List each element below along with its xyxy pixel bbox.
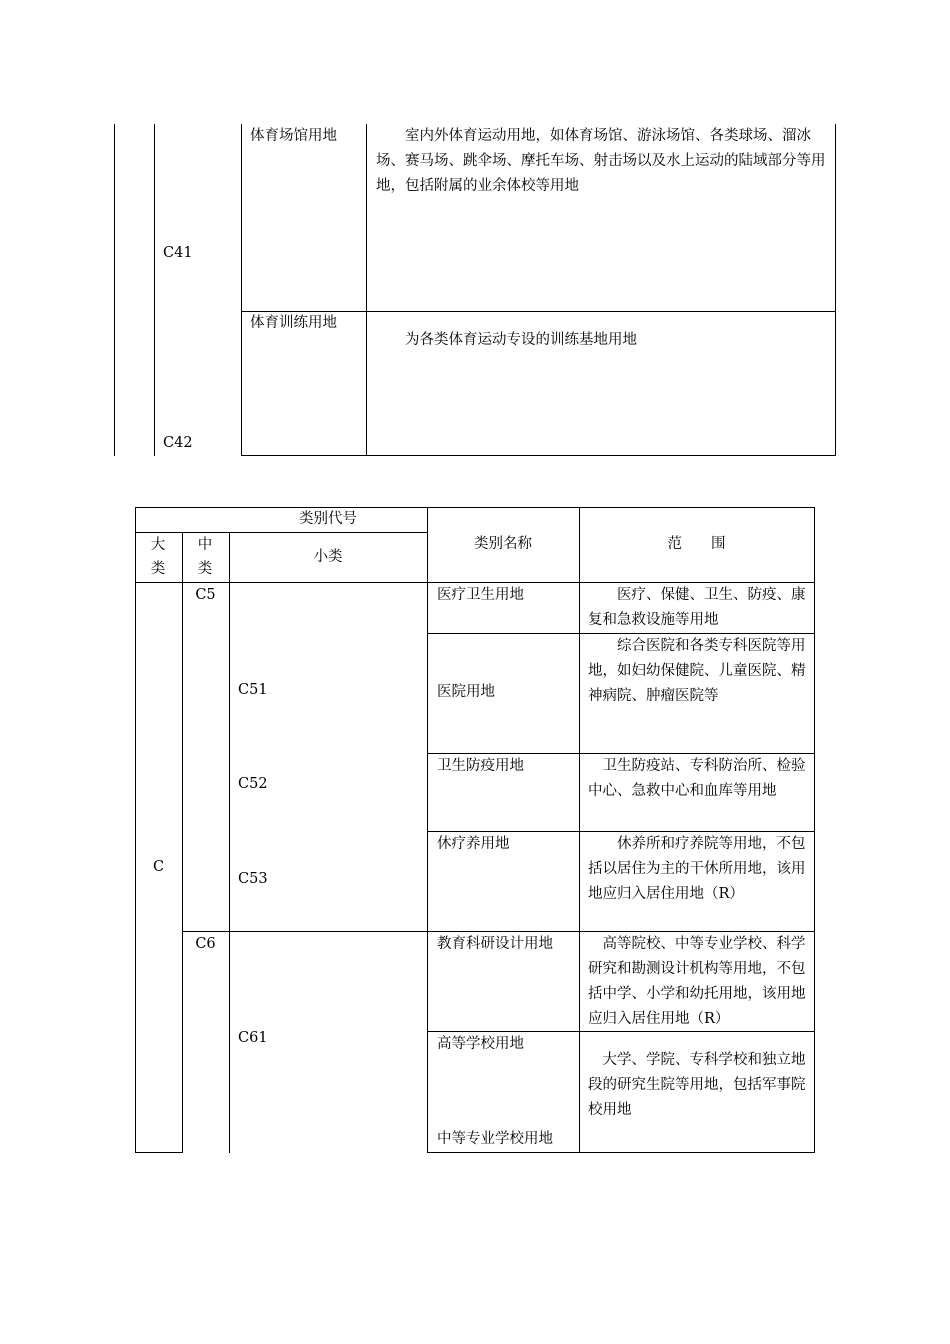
medium-code: C5: [195, 587, 216, 603]
minor-code: C51: [238, 682, 268, 698]
category-name: 体育训练用地: [250, 315, 337, 331]
minor-code: C52: [238, 776, 268, 792]
table-2-divider: [229, 532, 230, 1153]
header-code-group: 类别代号: [299, 511, 357, 527]
code-cell: C41: [163, 245, 193, 261]
category-name: 医院用地: [437, 684, 495, 700]
table-2-divider: [579, 507, 580, 1153]
header-major: 大类: [150, 537, 166, 577]
table-1-right-border: [835, 124, 836, 456]
major-code: C: [152, 859, 165, 875]
table-1-left-border: [114, 124, 115, 456]
table-2-left-border: [135, 507, 136, 1153]
table-1-divider: [154, 124, 155, 456]
minor-code: C53: [238, 871, 268, 887]
category-scope: 卫生防疫站、专科防治所、检验中心、急救中心和血库等用地: [588, 758, 806, 799]
table-1-bottom-border: [241, 455, 836, 456]
header-minor: 小类: [313, 549, 343, 565]
category-scope: 大学、学院、专科学校和独立地段的研究生院等用地，包括军事院校用地: [588, 1052, 806, 1118]
category-name: 体育场馆用地: [250, 128, 337, 144]
table-1-divider: [241, 124, 242, 456]
category-name: 高等学校用地: [437, 1036, 524, 1052]
category-scope: 为各类体育运动专设的训练基地用地: [376, 332, 637, 348]
table-2-header-divider: [135, 532, 427, 533]
category-name: 教育科研设计用地: [437, 936, 553, 952]
category-scope: 医疗、保健、卫生、防疫、康复和急救设施等用地: [588, 587, 806, 628]
code-cell: C42: [163, 435, 193, 451]
minor-code: C61: [238, 1030, 268, 1046]
table-2-bottom-border: [427, 1152, 815, 1153]
table-2-bottom-border: [135, 1152, 182, 1153]
category-name: 休疗养用地: [437, 836, 510, 852]
category-scope: 休养所和疗养院等用地，不包括以居住为主的干休所用地，该用地应归入居住用地（R）: [588, 836, 806, 902]
table-2-right-border: [814, 507, 815, 1153]
category-scope: 综合医院和各类专科医院等用地，如妇幼保健院、儿童医院、精神病院、肿瘤医院等: [588, 638, 806, 704]
medium-code: C6: [195, 936, 216, 952]
table-2-divider: [182, 532, 183, 1153]
category-scope: 室内外体育运动用地，如体育场馆、游泳场馆、各类球场、溜冰场、赛马场、跳伞场、摩托车场、射击场以及水上运动的陆域部分等用地，包括附属的业余体校等用地: [376, 128, 826, 194]
category-scope: 高等院校、中等专业学校、科学研究和勘测设计机构等用地，不包括中学、小学和幼托用地，该用地应归入居住用地（R）: [588, 936, 806, 1027]
header-name: 类别名称: [474, 536, 532, 552]
header-scope: 范 围: [667, 536, 726, 552]
category-name: 中等专业学校用地: [437, 1131, 553, 1147]
category-name: 医疗卫生用地: [437, 587, 524, 603]
table-2-divider: [427, 507, 428, 1153]
category-name: 卫生防疫用地: [437, 758, 524, 774]
table-1-divider: [366, 124, 367, 456]
header-medium: 中类: [197, 537, 213, 577]
